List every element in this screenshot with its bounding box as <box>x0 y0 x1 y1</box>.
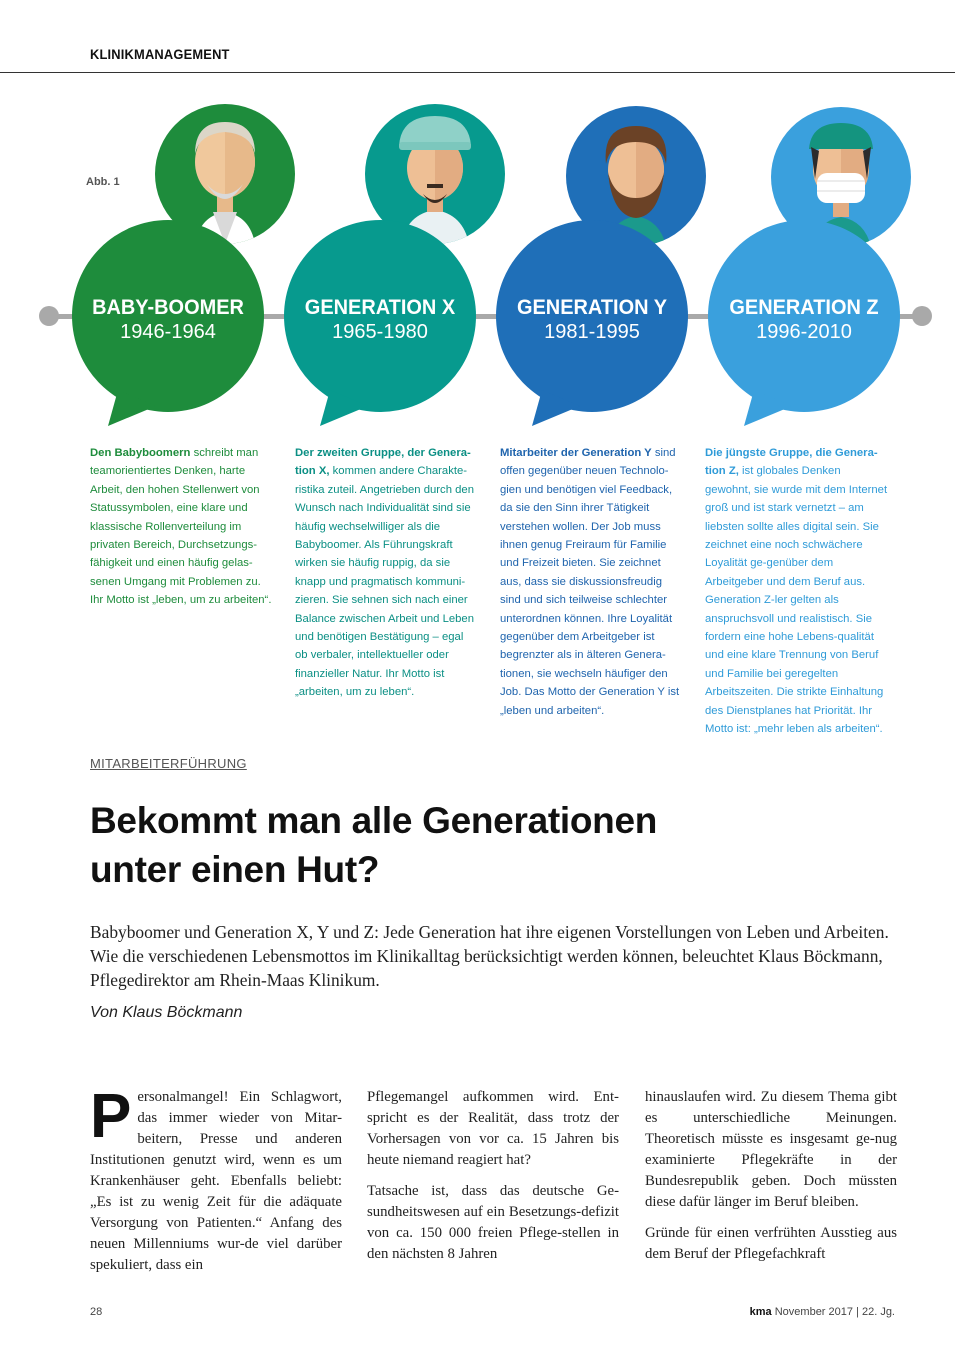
figure-label: Abb. 1 <box>86 176 120 188</box>
header-rule <box>0 72 955 73</box>
body-paragraph <box>90 1082 342 1276</box>
body-paragraph: Pflegemangel aufkommen wird. Ent-spricht es der Realität, dass trotz der Vorhersagen von vor ca. 15 Jahren bis heute niemand reagiert hat? <box>367 1089 619 1168</box>
paragraph-text: ersonalmangel! Ein Schlagwort, das immer wieder von Mitar-beitern, Presse und anderen Institutionen genutzt wird, wenn es um Krankenhäuser geht. Ebenfalls beliebt: „Es ist zu wenig Zeit für die adäquate Versorgung von Patienten.“ Anfang des neuen Millenniums wur-de viel darüber spekuliert, dass ein <box>90 1089 342 1273</box>
article-lead: Babyboomer und Generation X, Y und Z: Jede Generation hat ihre eigenen Vorstellungen von Leben und Arbeiten. Wie die verschiedenen Lebensmottos im Klinikalltag berücksichtigt werden können, beleuchtet Klaus Böckmann, Pflegedirektor am Rhein-Maas Klinikum. <box>90 922 889 990</box>
description-text: schreibt man teamorientiertes Denken, harte Arbeit, den hohen Stellenwert von Statussymbolen, eine klare und klassische Rollenverteilung im privaten Bereich, Durchsetzungs-fähigkeit und einen häufig gelas-senen Umgang mit Problemen zu. Ihr Motto ist „leben, um zu arbeiten“. <box>90 447 272 607</box>
article-byline: Von Klaus Böckmann <box>90 1004 243 1021</box>
bubble-generation-z <box>706 220 906 450</box>
bubble-title: GENERATION Z <box>729 296 879 319</box>
body-paragraph: Gründe für einen verfrühten Ausstieg aus dem Beruf der Pflegefachkraft <box>645 1225 897 1262</box>
page-number: 28 <box>90 1306 103 1318</box>
bubble-years: 1946-1964 <box>120 321 216 343</box>
headline-line-1: Bekommt man alle Generationen <box>90 800 658 841</box>
description-lead: Der zweiten Gruppe, der Genera-tion X, <box>295 447 471 478</box>
magazine-brand: kma <box>749 1306 772 1318</box>
generation-x-description <box>295 444 479 702</box>
body-column-3 <box>645 1087 897 1275</box>
article-kicker: MITARBEITERFÜHRUNG <box>90 756 247 771</box>
timeline-start-cap <box>39 306 59 326</box>
description-text: ist globales Denken gewohnt, sie wurde mit dem Internet groß und ist stark vernetzt – am liebsten sollte alles digital sein. Sie zeichnet eine noch schwächere Loyalität ge-genüber dem Arbeitgeber und dem Beruf aus. Generation Z-ler gelten als anspruchsvoll und realistisch. Sie fordern eine hohe Lebens-qualität und eine klare Trennung von Beruf und Familie bei geregelten Arbeitszeiten. Die strikte Einhaltung des Dienstplanes hat Priorität. Ihr Motto ist: „mehr leben als arbeiten“. <box>705 465 888 736</box>
generation-z-description <box>705 444 889 739</box>
issue-info <box>750 1306 895 1318</box>
body-column-1 <box>90 1082 342 1286</box>
generation-y-description <box>500 444 684 720</box>
description-lead: Die jüngste Gruppe, die Genera-tion Z, <box>705 447 878 478</box>
timeline-end-cap <box>912 306 932 326</box>
bubble-baby-boomer <box>70 220 270 450</box>
description-text: sind offen gegenüber neuen Technolo-gien und benötigen viel Feedback, da sie den Sinn ihrer Tätigkeit verstehen wollen. Der Job muss ihnen genug Freiraum für Familie und Freizeit bieten. Sie zeichnet aus, dass sie diskussionsfreudig sind und sich teilweise schlechter unterordnen können. Ihre Loyalität gegenüber dem Arbeitgeber ist begrenzter als in älteren Genera-tionen, sie wechseln häufiger den Job. Das Motto der Generation Y ist „leben und arbeiten“. <box>500 447 680 717</box>
issue-text: November 2017 | 22. Jg. <box>771 1306 895 1318</box>
description-lead: Den Babyboomern <box>90 447 191 459</box>
description-lead: Mitarbeiter der Generation Y <box>500 447 652 459</box>
bubble-generation-y <box>494 220 694 450</box>
bubble-years: 1965-1980 <box>332 321 428 343</box>
bubble-title: GENERATION Y <box>516 296 668 319</box>
description-text: kommen andere Charakte-ristika zuteil. Angetrieben durch den Wunsch nach Individualität sind sie häufig wechselwilliger als die Babyboomer. Als Führungskraft wirken sie häufig ruppig, da sie knapp und pragmatisch kommuni-zieren. Sie sehnen sich nach einer Balance zwischen Arbeit und Leben und benötigen Bestätigung – egal ob verbaler, intellektueller oder finanzieller Natur. Ihr Motto ist „arbeiten, um zu leben“. <box>295 465 474 699</box>
body-paragraph: Tatsache ist, dass das deutsche Ge-sundheitswesen auf ein Besetzungs-defizit von ca. 150 000 freien Pflege-stellen in den nächsten 8 Jahren <box>367 1183 619 1262</box>
section-header: KLINIKMANAGEMENT <box>90 46 230 62</box>
article-headline <box>90 796 850 894</box>
headline-line-2: unter einen Hut? <box>90 849 380 890</box>
bubble-generation-x <box>282 220 482 450</box>
bubble-title: BABY-BOOMER <box>92 296 244 319</box>
body-column-2 <box>367 1087 619 1275</box>
bubble-years: 1996-2010 <box>756 321 852 343</box>
body-paragraph: hinauslaufen wird. Zu diesem Thema gibt es unterschiedliche Meinungen. Theoretisch müsste es insgesamt ge-nug examinierte Pflegekräfte in der Bundesrepublik geben. Doch müssten diese dafür länger im Beruf bleiben. <box>645 1089 897 1210</box>
drop-cap: P <box>90 1082 132 1151</box>
bubble-title: GENERATION X <box>304 296 456 319</box>
baby-boomer-description <box>90 444 274 610</box>
bubble-years: 1981-1995 <box>544 321 640 343</box>
